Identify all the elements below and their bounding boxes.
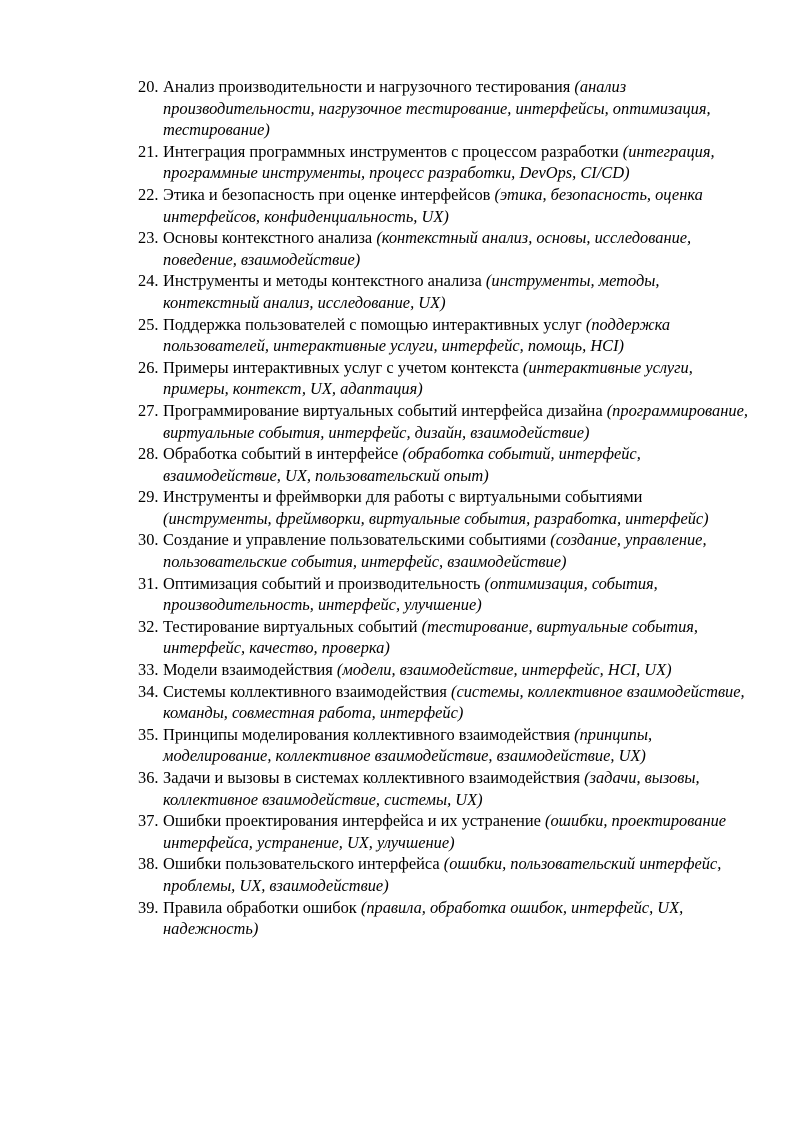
item-keywords: (поддержка пользователей, интерактивные услуги, интерфейс, помощь, HCI) [163,314,671,356]
list-item [138,659,750,681]
topic-list [138,76,750,940]
item-keywords: (инструменты, методы, контекстный анализ, исследование, UX) [163,271,660,312]
list-item [138,357,750,400]
item-keywords: (интерактивные услуги, примеры, контекст, UX, адаптация) [163,357,693,399]
item-number: 38. [138,854,159,874]
item-number: 29. [138,487,159,507]
item-title: Правила обработки ошибок [163,897,357,917]
list-item [138,314,750,357]
list-item [138,616,750,659]
item-keywords: (задачи, вызовы, коллективное взаимодействие, системы, UX) [163,768,700,809]
list-item [138,681,750,724]
item-number: 34. [138,681,159,701]
item-title: Ошибки пользовательского интерфейса [163,854,440,874]
item-title: Примеры интерактивных услуг с учетом контекста [163,357,519,377]
list-item [138,853,750,896]
item-keywords: (создание, управление, пользовательские события, интерфейс, взаимодействие) [163,530,707,572]
item-title: Поддержка пользователей с помощью интерактивных услуг [163,314,582,334]
item-number: 27. [138,400,159,420]
item-keywords: (ошибки, проектирование интерфейса, устранение, UX, улучшение) [163,811,727,852]
item-keywords: (интеграция, программные инструменты, процесс разработки, DevOps, CI/CD) [163,141,715,183]
item-number: 32. [138,616,159,636]
item-number: 21. [138,141,159,161]
list-item [138,184,750,227]
list-item [138,227,750,270]
item-title: Инструменты и фреймворки для работы с виртуальными событиями [163,487,643,507]
item-keywords: (ошибки, пользовательский интерфейс, проблемы, UX, взаимодействие) [163,854,722,895]
item-keywords: (системы, коллективное взаимодействие, команды, совместная работа, интерфейс) [163,681,745,723]
item-title: Оптимизация событий и производительность [163,573,481,593]
item-number: 37. [138,811,159,831]
item-title: Обработка событий в интерфейсе [163,444,399,464]
item-number: 22. [138,184,159,204]
item-keywords: (модели, взаимодействие, интерфейс, HCI, UX) [336,660,672,680]
item-number: 31. [138,573,159,593]
item-keywords: (анализ производительности, нагрузочное тестирование, интерфейсы, оптимизация, тестирование) [163,77,711,140]
item-title: Ошибки проектирования интерфейса и их устранение [163,811,541,831]
item-keywords: (инструменты, фреймворки, виртуальные события, разработка, интерфейс) [163,508,709,528]
item-title: Задачи и вызовы в системах коллективного взаимодействия [163,768,580,787]
item-title: Системы коллективного взаимодействия [163,681,447,701]
item-number: 30. [138,530,159,550]
item-number: 35. [138,724,159,744]
item-number: 39. [138,897,159,917]
list-item [138,400,750,443]
item-title: Основы контекстного анализа [163,228,373,248]
list-item [138,76,750,141]
item-title: Этика и безопасность при оценке интерфейсов [163,184,491,204]
item-title: Тестирование виртуальных событий [163,616,418,636]
list-item [138,573,750,616]
item-keywords: (правила, обработка ошибок, интерфейс, UX, надежность) [163,897,684,939]
item-title: Создание и управление пользовательскими событиями [163,530,547,550]
item-keywords: (обработка событий, интерфейс, взаимодействие, UX, пользовательский опыт) [163,444,641,485]
item-title: Принципы моделирования коллективного взаимодействия [163,724,570,744]
item-number: 26. [138,357,159,377]
list-item [138,486,750,529]
list-item [138,141,750,184]
item-number: 20. [138,77,159,96]
item-number: 36. [138,768,159,787]
item-number: 24. [138,271,159,291]
item-keywords: (тестирование, виртуальные события, интерфейс, качество, проверка) [163,616,698,658]
item-number: 28. [138,444,159,464]
list-item [138,897,750,940]
item-keywords: (контекстный анализ, основы, исследование, поведение, взаимодействие) [163,228,692,269]
item-number: 23. [138,228,159,248]
item-title: Инструменты и методы контекстного анализа [163,271,482,291]
item-title: Модели взаимодействия [163,660,333,680]
list-item [138,724,750,767]
list-item [138,443,750,486]
item-keywords: (оптимизация, события, производительность, интерфейс, улучшение) [163,573,658,615]
list-item [138,810,750,853]
item-keywords: (принципы, моделирование, коллективное взаимодействие, взаимодействие, UX) [163,724,653,766]
item-title: Анализ производительности и нагрузочного тестирования [163,77,571,96]
item-number: 33. [138,660,159,680]
item-keywords: (этика, безопасность, оценка интерфейсов, конфиденциальность, UX) [163,184,703,226]
list-item [138,270,750,313]
list-item [138,767,750,810]
list-item [138,529,750,572]
item-title: Интеграция программных инструментов с процессом разработки [163,141,619,161]
item-number: 25. [138,314,159,334]
item-title: Программирование виртуальных событий интерфейса дизайна [163,400,603,420]
item-keywords: (программирование, виртуальные события, интерфейс, дизайн, взаимодействие) [163,400,748,442]
